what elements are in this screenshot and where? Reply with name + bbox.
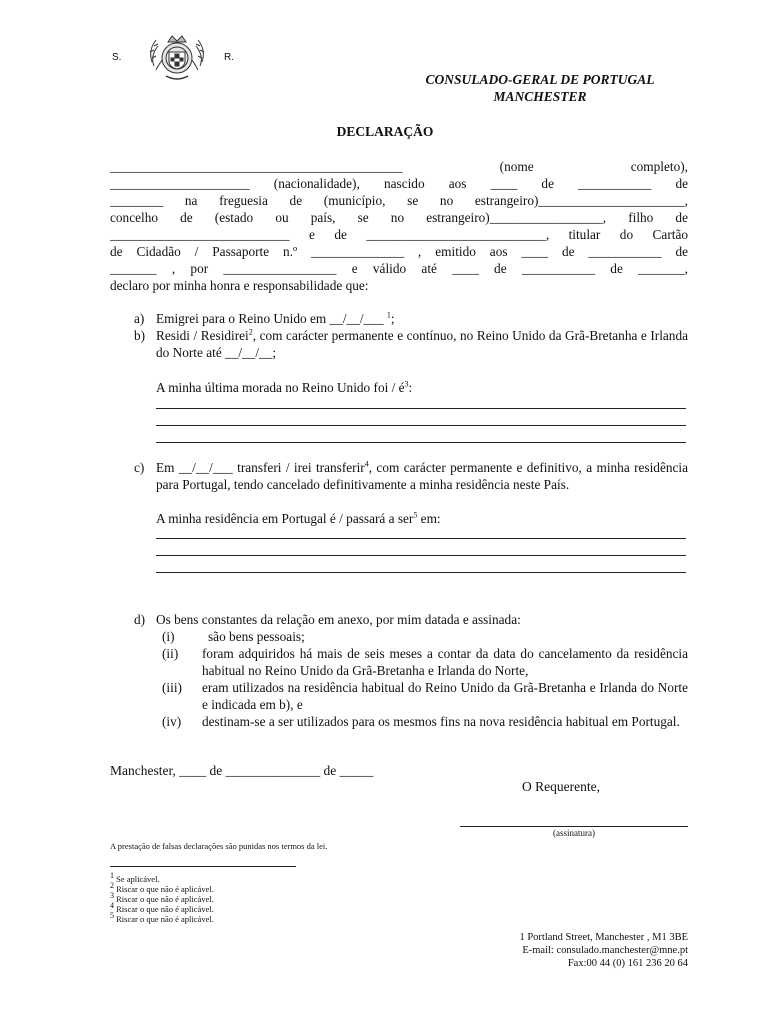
identity-line: de Cidadão / Passaporte n.º ______________ , emitido aos ____ de ___________ de (110, 244, 688, 259)
consulate-address: 1 Portland Street, Manchester , M1 3BE (519, 932, 688, 943)
item-b-tail: , com carácter permanente e contínuo, no Reino Unido da Grã-Bretanha e Irlanda do Norte até __/__/__; (156, 328, 688, 360)
declaration-item-d (110, 611, 688, 730)
item-d-text: Os bens constantes da relação em anexo, por mim datada e assinada: (156, 612, 521, 627)
consulate-city: MANCHESTER (493, 89, 587, 104)
footnote-number: 2 (110, 881, 114, 891)
seal-letter-right: R. (224, 52, 234, 63)
sub-item-iv (110, 713, 688, 730)
identity-line: _____________________ (nacionalidade), nascido aos ____ de ___________ de (110, 176, 688, 191)
pt-address-line[interactable] (156, 572, 686, 573)
item-label: d) (134, 612, 146, 627)
footnote-ref: 3 (404, 379, 409, 389)
consulate-contact (470, 931, 688, 970)
sub-item-text: eram utilizados na residência habitual do Reino Unido da Grã-Bretanha e Irlanda do Norte e indicada em b), e (202, 680, 688, 712)
footnote (110, 901, 360, 914)
sub-item-label: (ii) (162, 646, 179, 661)
signature-label: (assinatura) (553, 828, 595, 838)
item-label: c) (134, 460, 145, 475)
identity-line: _______ , por _________________ e válido até ____ de ___________ de _______, (110, 261, 688, 276)
footnote-text: Se aplicável. (116, 874, 160, 884)
uk-address-text: A minha última morada no Reino Unido foi / é (156, 380, 405, 395)
signature-line[interactable] (460, 826, 688, 827)
uk-address-label (110, 379, 688, 396)
document-title: DECLARAÇÃO (336, 124, 434, 139)
identity-line: ________ na freguesia de (município, se no estrangeiro)______________________, (110, 193, 688, 208)
item-b-text: Residi / Residirei (156, 328, 249, 343)
footnote (110, 881, 360, 894)
footnote-divider (110, 866, 296, 867)
footnotes (110, 871, 360, 924)
item-d (110, 611, 688, 628)
declaration-item-c (110, 459, 688, 573)
footnote-number: 4 (110, 901, 114, 911)
footnote-ref: 5 (413, 510, 418, 520)
place-date-line[interactable]: Manchester, ____ de ______________ de _____ (110, 763, 374, 778)
footnote (110, 871, 360, 884)
footnote-text: Riscar o que não é aplicável. (116, 884, 214, 894)
sub-item-label: (i) (162, 629, 175, 644)
uk-address-line[interactable] (156, 442, 686, 443)
consulate-name: CONSULADO-GERAL DE PORTUGAL (425, 72, 655, 87)
item-a (110, 310, 688, 327)
requester-label: O Requerente, (522, 779, 600, 794)
footnote-text: Riscar o que não é aplicável. (116, 894, 214, 904)
pt-address-text: A minha residência em Portugal é / passará a ser (156, 511, 414, 526)
consulate-fax: Fax:00 44 (0) 161 236 20 64 (567, 958, 688, 969)
item-a-text: Emigrei para o Reino Unido em __/__/___ (156, 311, 387, 326)
identity-line: ___________________________ e de ___________________________, titular do Cartão (110, 227, 688, 242)
uk-address-tail: : (408, 380, 413, 395)
false-declaration-warning: A prestação de falsas declarações são punidas nos termos da lei. (110, 841, 328, 851)
identity-line: declaro por minha honra e responsabilidade que: (110, 278, 369, 293)
consulate-header (390, 71, 690, 105)
coat-of-arms-icon (146, 32, 208, 82)
item-label: b) (134, 328, 146, 343)
sub-item-label: (iv) (162, 714, 182, 729)
item-b (110, 327, 688, 361)
identity-line: concelho de (estado ou país, se no estrangeiro)_________________, filho de (110, 210, 688, 225)
sub-item-i (110, 628, 688, 645)
seal-letter-left: S. (112, 52, 122, 63)
identity-line: ____________________________________________ (nome completo), (110, 159, 688, 174)
consulate-seal (110, 30, 250, 90)
footnote (110, 891, 360, 904)
footnote (110, 911, 360, 924)
footnote-ref: 4 (364, 459, 369, 469)
footnote-text: Riscar o que não é aplicável. (116, 904, 214, 914)
item-c-text: Em __/__/___ transferi / irei transferir (156, 460, 365, 475)
pt-address-label (110, 510, 688, 527)
sub-item-text: destinam-se a ser utilizados para os mesmos fins na nova residência habitual em Portugal. (202, 714, 680, 729)
sub-item-text: foram adquiridos há mais de seis meses a contar da data do cancelamento da residência habitual no Reino Unido da Grã-Bretanha e Irlanda do Norte, (202, 646, 688, 678)
sub-item-text: são bens pessoais; (208, 629, 305, 644)
item-label: a) (134, 311, 145, 326)
identity-paragraph (110, 158, 688, 294)
item-a-tail: ; (390, 311, 395, 326)
sub-item-ii (110, 645, 688, 679)
footnote-number: 5 (110, 911, 114, 921)
footnote-text: Riscar o que não é aplicável. (116, 914, 214, 924)
consulate-email[interactable]: E-mail: consulado.manchester@mne.pt (522, 945, 688, 956)
pt-address-tail: em: (417, 511, 441, 526)
declaration-items-ab (110, 310, 688, 443)
item-c-tail: , com carácter permanente e definitivo, a minha residência para Portugal, tendo cancelado definitivamente a minha residência neste País. (156, 460, 688, 492)
footnote-ref: 2 (248, 327, 253, 337)
sub-item-iii (110, 679, 688, 713)
footnote-number: 3 (110, 891, 114, 901)
footnote-number: 1 (110, 871, 114, 881)
sub-item-label: (iii) (162, 680, 182, 695)
item-c (110, 459, 688, 493)
footnote-ref: 1 (386, 310, 391, 320)
